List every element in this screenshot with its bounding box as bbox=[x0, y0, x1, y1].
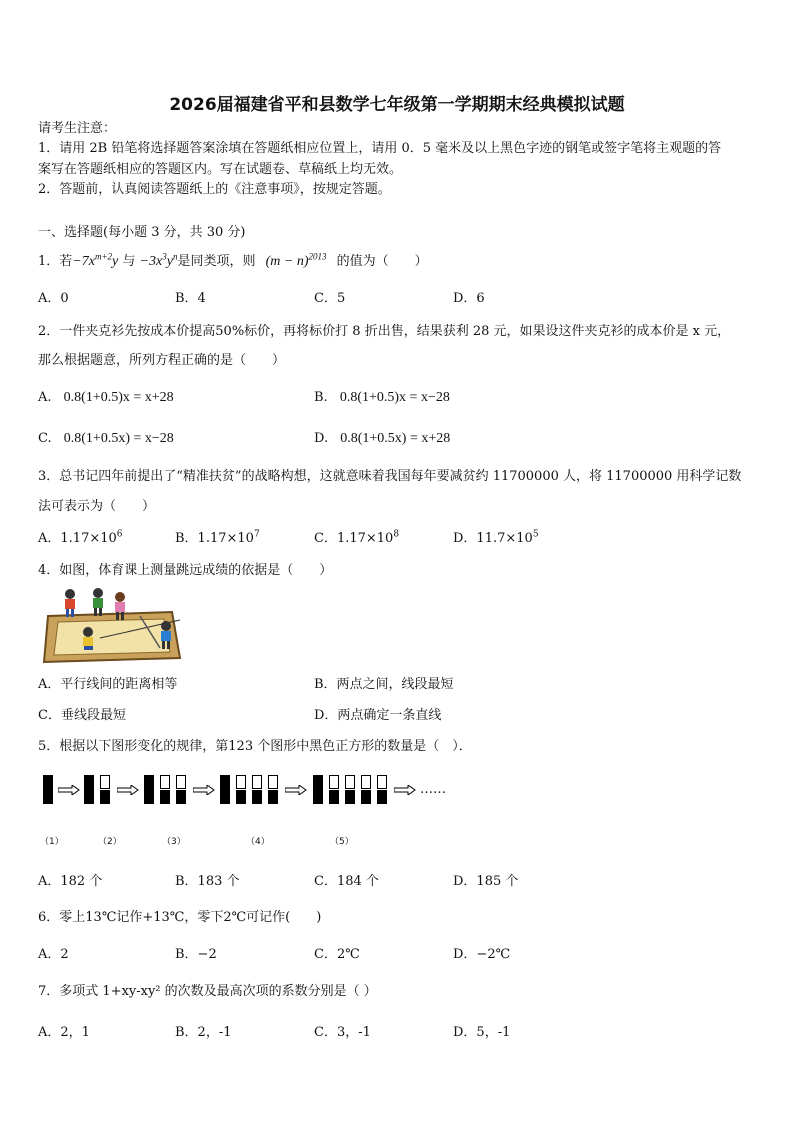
q1-term2: $-3x^3y^n$ bbox=[139, 251, 178, 269]
q1-mid: 与 bbox=[122, 254, 136, 269]
q7-option-c[interactable]: C．3，-1 bbox=[314, 1025, 371, 1040]
black-square bbox=[84, 775, 94, 804]
white-square bbox=[268, 775, 278, 789]
q7-option-b[interactable]: B．2，-1 bbox=[175, 1025, 232, 1040]
figure-caption-4: （4） bbox=[246, 837, 270, 847]
q7-line: 7．多项式 1+xy-xy² 的次数及最高次项的系数分别是（ ） bbox=[38, 984, 377, 999]
black-square bbox=[268, 790, 278, 804]
q4-option-c[interactable]: C．垂线段最短 bbox=[38, 708, 126, 723]
q5-pattern-figure bbox=[0, 775, 794, 815]
notice-line-2: 2．答题前，认真阅读答题纸上的《注意事项》，按规定答题。 bbox=[38, 182, 391, 197]
black-square bbox=[160, 790, 170, 804]
q2-line-1: 2．一件夹克衫先按成本价提高50%标价，再将标价打 8 折出售，结果获利 28 元，如果设这件夹克衫的成本价是 x 元， bbox=[38, 324, 731, 339]
black-square bbox=[220, 775, 230, 804]
white-square bbox=[252, 775, 262, 789]
pattern-ellipsis: …… bbox=[420, 782, 446, 797]
white-square bbox=[345, 775, 355, 789]
black-square bbox=[345, 790, 355, 804]
q5-option-a[interactable]: A．182 个 bbox=[38, 874, 103, 889]
figure-caption-1: （1） bbox=[40, 837, 64, 847]
white-square bbox=[100, 775, 110, 789]
q1-term1: $-7x^{m+2}y$ bbox=[72, 251, 119, 269]
black-square bbox=[100, 790, 110, 804]
arrow-right-icon bbox=[193, 785, 215, 795]
q3-option-a[interactable]: A．$1.17\times 10^6$ bbox=[38, 529, 123, 546]
q1-option-d[interactable]: D．6 bbox=[453, 291, 485, 306]
q6-line: 6．零上13℃记作+13℃，零下2℃可记作( ) bbox=[38, 910, 322, 925]
q1-suffix: 的值为（ ） bbox=[336, 254, 428, 269]
q2-option-a[interactable]: A. 0.8(1+0.5)x = x+28 bbox=[38, 390, 174, 405]
notice-line-1b: 案写在答题纸相应的答题区内。写在试题卷、草稿纸上均无效。 bbox=[38, 162, 403, 177]
q7-option-a[interactable]: A．2，1 bbox=[38, 1025, 90, 1040]
black-square bbox=[313, 775, 323, 804]
q3-option-d[interactable]: D．$11.7\times 10^5$ bbox=[453, 529, 539, 546]
arrow-right-icon bbox=[58, 785, 80, 795]
white-square bbox=[329, 775, 339, 789]
q2-line-2: 那么根据题意，所列方程正确的是（ ） bbox=[38, 353, 286, 368]
q5-line: 5．根据以下图形变化的规律，第123 个图形中黑色正方形的数量是（ ）． bbox=[38, 739, 472, 754]
q5-option-d[interactable]: D．185 个 bbox=[453, 874, 519, 889]
q4-option-a[interactable]: A．平行线间的距离相等 bbox=[38, 677, 178, 692]
white-square bbox=[377, 775, 387, 789]
notice-heading: 请考生注意： bbox=[38, 121, 117, 136]
q3-option-b[interactable]: B．$1.17\times 10^7$ bbox=[175, 529, 260, 546]
black-square bbox=[252, 790, 262, 804]
black-square bbox=[361, 790, 371, 804]
q6-option-d[interactable]: D．−2℃ bbox=[453, 947, 511, 962]
q1-expression: $(m - n)^{2013}$ bbox=[265, 251, 327, 269]
q2-option-d[interactable]: D. 0.8(1+0.5x) = x+28 bbox=[314, 431, 451, 446]
q6-option-b[interactable]: B．−2 bbox=[175, 947, 217, 962]
q5-option-b[interactable]: B．183 个 bbox=[175, 874, 240, 889]
q1-prefix: 1．若 bbox=[38, 254, 73, 269]
q4-option-d[interactable]: D．两点确定一条直线 bbox=[314, 708, 442, 723]
q1-option-b[interactable]: B．4 bbox=[175, 291, 206, 306]
question-1 bbox=[38, 253, 428, 271]
q2-option-c[interactable]: C. 0.8(1+0.5x) = x−28 bbox=[38, 431, 174, 446]
page-title: 2026届福建省平和县数学七年级第一学期期末经典模拟试题 bbox=[169, 95, 625, 115]
arrow-right-icon bbox=[117, 785, 139, 795]
long-jump-illustration bbox=[40, 588, 188, 666]
notice-line-1a: 1．请用 2B 铅笔将选择题答案涂填在答题纸相应位置上，请用 0．5 毫米及以上黑色字迹的钢笔或签字笔将主观题的答 bbox=[38, 141, 722, 156]
q3-option-c[interactable]: C．$1.17\times 10^8$ bbox=[314, 529, 400, 546]
q7-option-d[interactable]: D．5，-1 bbox=[453, 1025, 511, 1040]
figure-caption-5: （5） bbox=[330, 837, 354, 847]
q3-line-2: 法可表示为（ ） bbox=[38, 499, 156, 514]
white-square bbox=[160, 775, 170, 789]
black-square bbox=[236, 790, 246, 804]
q1-option-a[interactable]: A．0 bbox=[38, 291, 69, 306]
q4-option-b[interactable]: B．两点之间，线段最短 bbox=[314, 677, 454, 692]
q6-option-c[interactable]: C．2℃ bbox=[314, 947, 360, 962]
black-square bbox=[377, 790, 387, 804]
q5-option-c[interactable]: C．184 个 bbox=[314, 874, 379, 889]
black-square bbox=[144, 775, 154, 804]
white-square bbox=[236, 775, 246, 789]
white-square bbox=[361, 775, 371, 789]
q6-option-a[interactable]: A．2 bbox=[38, 947, 69, 962]
q1-option-c[interactable]: C．5 bbox=[314, 291, 346, 306]
q4-line: 4．如图，体育课上测量跳远成绩的依据是（ ） bbox=[38, 563, 333, 578]
black-square bbox=[329, 790, 339, 804]
q3-line-1: 3．总书记四年前提出了“精准扶贫”的战略构想，这就意味着我国每年要减贫约 11700000 人，将 11700000 用科学记数 bbox=[38, 469, 742, 484]
arrow-right-icon bbox=[394, 785, 416, 795]
q1-mid2: 是同类项，则 bbox=[177, 254, 256, 269]
figure-caption-3: （3） bbox=[162, 837, 186, 847]
section-heading: 一、选择题(每小题 3 分，共 30 分) bbox=[38, 225, 246, 240]
black-square bbox=[176, 790, 186, 804]
white-square bbox=[176, 775, 186, 789]
arrow-right-icon bbox=[285, 785, 307, 795]
q2-option-b[interactable]: B. 0.8(1+0.5)x = x−28 bbox=[314, 390, 450, 405]
black-square bbox=[43, 775, 53, 804]
figure-caption-2: （2） bbox=[98, 837, 122, 847]
